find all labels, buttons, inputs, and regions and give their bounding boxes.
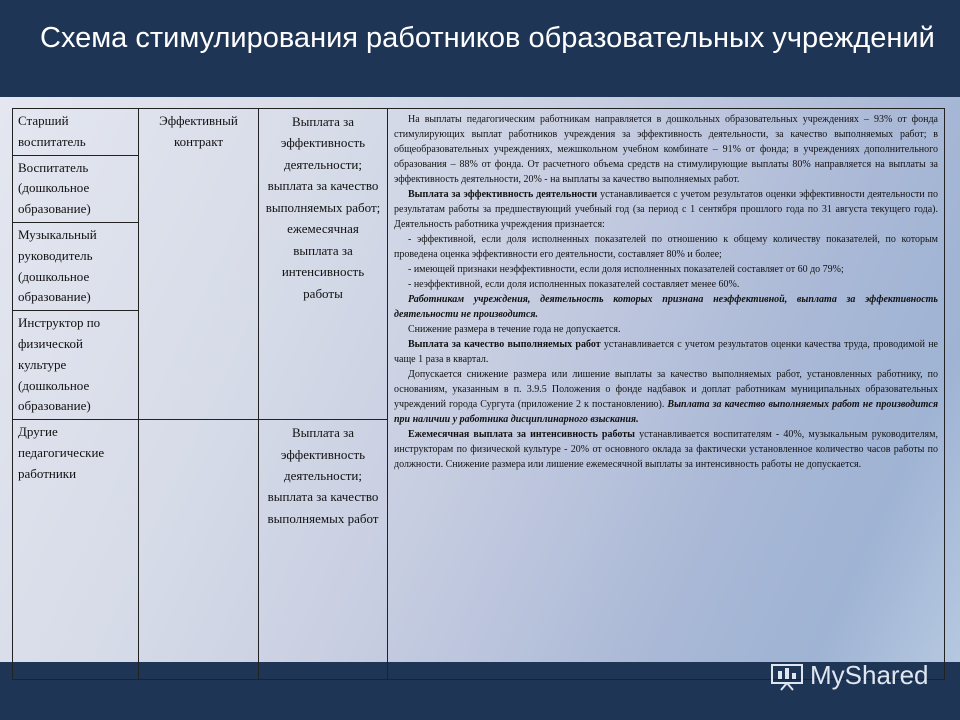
- text-paragraph: [394, 337, 938, 367]
- brand-logo: [770, 660, 929, 691]
- text-bold: Выплата за эффективность деятельности: [408, 189, 598, 200]
- position-cell: Старший воспитатель: [13, 109, 139, 156]
- text-bold-italic: Выплата за качество выполняемых работ не производится при наличии у работника дисциплинарного взыскания.: [394, 399, 938, 425]
- text-paragraph: Снижение размера в течение года не допускается.: [408, 324, 621, 335]
- description-cell: [388, 109, 945, 680]
- contract-cell-empty: [139, 420, 259, 680]
- text-span: Допускается снижение размера или лишение выплаты за качество выполняемых работ, установленных работнику, по основаниям, указанным в п. 3.9.5 Положения о фонде надбавок и доплат работникам муниципальных образовательных учреждений города Сургута (приложение 2 к постановлению).: [394, 369, 938, 410]
- position-cell: Инструктор по физической культуре (дошкольное образование): [13, 311, 139, 420]
- position-cell: Музыкальный руководитель (дошкольное образование): [13, 222, 139, 310]
- text-paragraph: [394, 187, 938, 232]
- text-paragraph: Работникам учреждения, деятельность которых признана неэффективной, выплата за эффективность деятельности не производится.: [394, 294, 938, 320]
- payments-bottom-cell: Выплата за эффективность деятельности; выплата за качество выполняемых работ: [259, 420, 388, 680]
- text-paragraph: На выплаты педагогическим работникам направляется в дошкольных образовательных учреждениях – 93% от фонда стимулирующих выплат работников учреждения за эффективность деятельности, за качество выполняемых работ; в общеобразовательных учреждениях, межшкольном учебном комбинате – 91% от фонда; в учреждениях дополнительного образования – 88% от фонда. От расчетного объема средств на стимулирующие выплаты 80% направляется на выплаты за эффективность деятельности, 20% - на выплаты за качество выполняемых работ.: [394, 114, 938, 185]
- text-paragraph: - неэффективной, если доля исполненных показателей составляет менее 60%.: [408, 279, 740, 290]
- contract-cell: Эффективный контракт: [139, 109, 259, 420]
- position-cell: Другие педагогические работники: [13, 420, 139, 680]
- text-paragraph: [394, 427, 938, 472]
- payments-top-cell: Выплата за эффективность деятельности; выплата за качество выполняемых работ; ежемесячная выплата за интенсивность работы: [259, 109, 388, 420]
- position-cell: Воспитатель (дошкольное образование): [13, 155, 139, 222]
- text-span: устанавливается с учетом результатов оценки эффективности деятельности по результатам работы за предшествующий учебный год (за период с 1 сентября прошлого года по 31 августа текущего года). Деятельность работника учреждения признается:: [394, 189, 938, 230]
- text-paragraph: - имеющей признаки неэффективности, если доля исполненных показателей составляет от 60 до 79%;: [408, 264, 844, 275]
- presentation-icon: [770, 661, 804, 691]
- page-title: Схема стимулирования работников образовательных учреждений: [40, 22, 935, 54]
- text-bold: Ежемесячная выплата за интенсивность работы: [408, 429, 635, 440]
- text-span: устанавливается воспитателям - 40%, музыкальным руководителям, инструкторам по физической культуре - 20% от основного оклада за фактически установленное количество часов работы по должности. Снижение размера или лишение ежемесячной выплаты за интенсивность работы не допускается.: [394, 429, 938, 470]
- text-bold: Выплата за качество выполняемых работ: [408, 339, 601, 350]
- brand-name: MyShared: [810, 660, 929, 690]
- stimulation-table: [12, 108, 945, 680]
- text-span: устанавливается с учетом результатов оценки качества труда, проводимой не чаще 1 раза в квартал.: [394, 339, 938, 365]
- text-paragraph: [394, 367, 938, 427]
- text-paragraph: - эффективной, если доля исполненных показателей по отношению к общему количеству показателей, по которым проведена оценка эффективности его деятельности, составляет 80% и более;: [394, 234, 938, 260]
